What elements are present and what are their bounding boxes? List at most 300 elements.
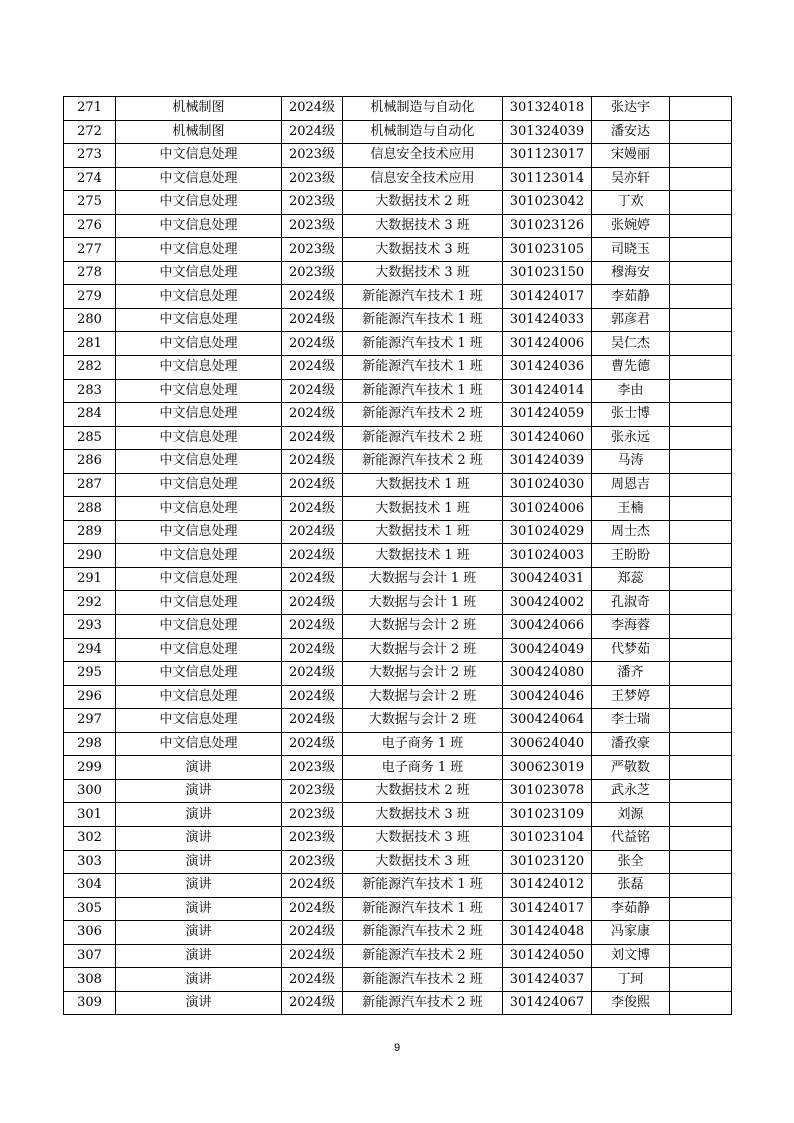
cell-course: 机械制图 — [116, 120, 282, 144]
cell-course: 中文信息处理 — [116, 191, 282, 215]
cell-remarks — [670, 332, 732, 356]
cell-remarks — [670, 261, 732, 285]
table-row — [64, 497, 732, 521]
cell-remarks — [670, 756, 732, 780]
cell-student-id: 301424059 — [503, 403, 592, 427]
cell-class: 大数据技术 2 班 — [343, 191, 503, 215]
cell-remarks — [670, 167, 732, 191]
cell-remarks — [670, 991, 732, 1015]
cell-number: 306 — [64, 921, 116, 945]
cell-student-id: 301324018 — [503, 97, 592, 121]
cell-student-id: 301023109 — [503, 803, 592, 827]
document-page — [63, 96, 731, 1015]
cell-name: 李海蓉 — [592, 615, 670, 639]
cell-number: 278 — [64, 261, 116, 285]
cell-class: 新能源汽车技术 2 班 — [343, 426, 503, 450]
cell-remarks — [670, 356, 732, 380]
cell-course: 中文信息处理 — [116, 732, 282, 756]
table-row — [64, 874, 732, 898]
cell-name: 周士杰 — [592, 520, 670, 544]
cell-number: 307 — [64, 944, 116, 968]
cell-student-id: 300623019 — [503, 756, 592, 780]
cell-class: 大数据技术 3 班 — [343, 214, 503, 238]
table-row — [64, 732, 732, 756]
cell-remarks — [670, 685, 732, 709]
table-row — [64, 332, 732, 356]
cell-name: 周恩吉 — [592, 473, 670, 497]
table-row — [64, 662, 732, 686]
cell-name: 刘文博 — [592, 944, 670, 968]
cell-grade: 2024级 — [282, 638, 343, 662]
cell-student-id: 301023042 — [503, 191, 592, 215]
cell-grade: 2024级 — [282, 473, 343, 497]
cell-number: 297 — [64, 709, 116, 733]
cell-class: 新能源汽车技术 2 班 — [343, 991, 503, 1015]
cell-student-id: 301024030 — [503, 473, 592, 497]
cell-student-id: 301424006 — [503, 332, 592, 356]
cell-student-id: 301424014 — [503, 379, 592, 403]
cell-student-id: 301424060 — [503, 426, 592, 450]
table-row — [64, 97, 732, 121]
cell-grade: 2023级 — [282, 144, 343, 168]
cell-course: 中文信息处理 — [116, 709, 282, 733]
cell-student-id: 300424046 — [503, 685, 592, 709]
cell-course: 中文信息处理 — [116, 544, 282, 568]
cell-remarks — [670, 120, 732, 144]
cell-name: 宋嫚丽 — [592, 144, 670, 168]
cell-remarks — [670, 567, 732, 591]
cell-grade: 2024级 — [282, 591, 343, 615]
table-row — [64, 356, 732, 380]
cell-number: 282 — [64, 356, 116, 380]
cell-remarks — [670, 850, 732, 874]
cell-grade: 2024级 — [282, 921, 343, 945]
cell-grade: 2024级 — [282, 120, 343, 144]
table-body — [64, 97, 732, 1015]
cell-number: 301 — [64, 803, 116, 827]
cell-class: 大数据与会计 1 班 — [343, 567, 503, 591]
cell-number: 272 — [64, 120, 116, 144]
cell-remarks — [670, 473, 732, 497]
cell-grade: 2024级 — [282, 520, 343, 544]
cell-student-id: 300424049 — [503, 638, 592, 662]
cell-course: 中文信息处理 — [116, 238, 282, 262]
cell-student-id: 301324039 — [503, 120, 592, 144]
cell-student-id: 301424017 — [503, 897, 592, 921]
cell-number: 277 — [64, 238, 116, 262]
cell-grade: 2024级 — [282, 285, 343, 309]
cell-student-id: 300624040 — [503, 732, 592, 756]
cell-class: 信息安全技术应用 — [343, 144, 503, 168]
cell-number: 286 — [64, 450, 116, 474]
cell-grade: 2023级 — [282, 779, 343, 803]
cell-number: 288 — [64, 497, 116, 521]
cell-class: 新能源汽车技术 1 班 — [343, 285, 503, 309]
cell-name: 严敬数 — [592, 756, 670, 780]
cell-name: 王梦婷 — [592, 685, 670, 709]
cell-number: 279 — [64, 285, 116, 309]
table-row — [64, 214, 732, 238]
cell-grade: 2023级 — [282, 238, 343, 262]
cell-number: 296 — [64, 685, 116, 709]
cell-number: 271 — [64, 97, 116, 121]
cell-course: 中文信息处理 — [116, 685, 282, 709]
cell-remarks — [670, 450, 732, 474]
table-row — [64, 921, 732, 945]
cell-name: 张婉婷 — [592, 214, 670, 238]
cell-remarks — [670, 897, 732, 921]
cell-class: 大数据技术 3 班 — [343, 238, 503, 262]
cell-grade: 2023级 — [282, 850, 343, 874]
table-row — [64, 473, 732, 497]
table-row — [64, 756, 732, 780]
cell-student-id: 301424012 — [503, 874, 592, 898]
cell-course: 演讲 — [116, 991, 282, 1015]
cell-number: 293 — [64, 615, 116, 639]
cell-number: 309 — [64, 991, 116, 1015]
cell-grade: 2024级 — [282, 662, 343, 686]
cell-name: 郭彦君 — [592, 308, 670, 332]
cell-course: 中文信息处理 — [116, 308, 282, 332]
cell-student-id: 300424002 — [503, 591, 592, 615]
cell-course: 演讲 — [116, 850, 282, 874]
cell-remarks — [670, 638, 732, 662]
cell-number: 292 — [64, 591, 116, 615]
cell-name: 冯家康 — [592, 921, 670, 945]
cell-grade: 2024级 — [282, 709, 343, 733]
cell-grade: 2024级 — [282, 944, 343, 968]
cell-class: 大数据技术 1 班 — [343, 544, 503, 568]
cell-remarks — [670, 591, 732, 615]
cell-class: 大数据与会计 2 班 — [343, 638, 503, 662]
cell-class: 新能源汽车技术 2 班 — [343, 403, 503, 427]
cell-class: 电子商务 1 班 — [343, 756, 503, 780]
cell-class: 大数据技术 3 班 — [343, 803, 503, 827]
cell-grade: 2024级 — [282, 497, 343, 521]
cell-remarks — [670, 921, 732, 945]
table-row — [64, 144, 732, 168]
cell-student-id: 301424036 — [503, 356, 592, 380]
cell-student-id: 300424066 — [503, 615, 592, 639]
cell-grade: 2024级 — [282, 615, 343, 639]
cell-grade: 2023级 — [282, 261, 343, 285]
cell-name: 代梦茹 — [592, 638, 670, 662]
cell-student-id: 301424050 — [503, 944, 592, 968]
cell-grade: 2024级 — [282, 332, 343, 356]
cell-name: 张达宇 — [592, 97, 670, 121]
cell-grade: 2024级 — [282, 426, 343, 450]
cell-class: 大数据与会计 2 班 — [343, 662, 503, 686]
cell-remarks — [670, 709, 732, 733]
table-row — [64, 567, 732, 591]
cell-number: 276 — [64, 214, 116, 238]
cell-name: 丁欢 — [592, 191, 670, 215]
cell-remarks — [670, 308, 732, 332]
cell-course: 演讲 — [116, 968, 282, 992]
cell-grade: 2023级 — [282, 214, 343, 238]
cell-class: 新能源汽车技术 2 班 — [343, 921, 503, 945]
cell-name: 穆海安 — [592, 261, 670, 285]
cell-course: 中文信息处理 — [116, 167, 282, 191]
cell-number: 289 — [64, 520, 116, 544]
cell-number: 298 — [64, 732, 116, 756]
table-row — [64, 261, 732, 285]
table-row — [64, 803, 732, 827]
cell-student-id: 301024029 — [503, 520, 592, 544]
cell-remarks — [670, 732, 732, 756]
cell-number: 280 — [64, 308, 116, 332]
cell-name: 马涛 — [592, 450, 670, 474]
cell-course: 机械制图 — [116, 97, 282, 121]
cell-name: 武永芝 — [592, 779, 670, 803]
cell-name: 丁珂 — [592, 968, 670, 992]
cell-number: 294 — [64, 638, 116, 662]
cell-course: 中文信息处理 — [116, 144, 282, 168]
cell-course: 中文信息处理 — [116, 450, 282, 474]
cell-course: 演讲 — [116, 897, 282, 921]
cell-name: 司晓玉 — [592, 238, 670, 262]
cell-student-id: 301424048 — [503, 921, 592, 945]
cell-course: 中文信息处理 — [116, 591, 282, 615]
table-row — [64, 379, 732, 403]
cell-course: 演讲 — [116, 779, 282, 803]
cell-student-id: 301424033 — [503, 308, 592, 332]
cell-class: 新能源汽车技术 1 班 — [343, 379, 503, 403]
cell-grade: 2024级 — [282, 685, 343, 709]
cell-student-id: 300424031 — [503, 567, 592, 591]
cell-remarks — [670, 944, 732, 968]
cell-student-id: 301023105 — [503, 238, 592, 262]
table-row — [64, 638, 732, 662]
cell-remarks — [670, 285, 732, 309]
cell-number: 302 — [64, 826, 116, 850]
cell-name: 潘齐 — [592, 662, 670, 686]
cell-student-id: 301424039 — [503, 450, 592, 474]
cell-grade: 2024级 — [282, 874, 343, 898]
table-row — [64, 191, 732, 215]
cell-course: 演讲 — [116, 826, 282, 850]
cell-course: 演讲 — [116, 874, 282, 898]
cell-remarks — [670, 874, 732, 898]
cell-course: 中文信息处理 — [116, 261, 282, 285]
cell-class: 大数据与会计 2 班 — [343, 709, 503, 733]
cell-grade: 2023级 — [282, 803, 343, 827]
cell-course: 中文信息处理 — [116, 426, 282, 450]
table-row — [64, 591, 732, 615]
cell-student-id: 301424067 — [503, 991, 592, 1015]
table-row — [64, 238, 732, 262]
cell-student-id: 301424037 — [503, 968, 592, 992]
cell-number: 305 — [64, 897, 116, 921]
cell-course: 中文信息处理 — [116, 497, 282, 521]
cell-name: 李俊熙 — [592, 991, 670, 1015]
cell-grade: 2024级 — [282, 450, 343, 474]
cell-course: 演讲 — [116, 921, 282, 945]
cell-student-id: 300424080 — [503, 662, 592, 686]
cell-name: 王盼盼 — [592, 544, 670, 568]
cell-course: 演讲 — [116, 803, 282, 827]
cell-class: 新能源汽车技术 2 班 — [343, 968, 503, 992]
cell-class: 大数据技术 3 班 — [343, 826, 503, 850]
table-row — [64, 544, 732, 568]
cell-course: 中文信息处理 — [116, 615, 282, 639]
cell-remarks — [670, 144, 732, 168]
cell-remarks — [670, 497, 732, 521]
cell-remarks — [670, 214, 732, 238]
cell-number: 284 — [64, 403, 116, 427]
cell-number: 275 — [64, 191, 116, 215]
cell-remarks — [670, 238, 732, 262]
cell-class: 新能源汽车技术 1 班 — [343, 332, 503, 356]
cell-remarks — [670, 426, 732, 450]
cell-number: 303 — [64, 850, 116, 874]
table-row — [64, 709, 732, 733]
student-roster-table — [63, 96, 732, 1015]
cell-class: 信息安全技术应用 — [343, 167, 503, 191]
cell-number: 287 — [64, 473, 116, 497]
cell-number: 285 — [64, 426, 116, 450]
cell-name: 李茹静 — [592, 285, 670, 309]
cell-remarks — [670, 379, 732, 403]
cell-class: 大数据与会计 2 班 — [343, 615, 503, 639]
cell-name: 潘孜豪 — [592, 732, 670, 756]
cell-name: 刘源 — [592, 803, 670, 827]
cell-course: 中文信息处理 — [116, 662, 282, 686]
cell-class: 新能源汽车技术 1 班 — [343, 874, 503, 898]
cell-name: 李士瑞 — [592, 709, 670, 733]
table-row — [64, 897, 732, 921]
cell-name: 孔淑奇 — [592, 591, 670, 615]
cell-remarks — [670, 803, 732, 827]
cell-grade: 2024级 — [282, 308, 343, 332]
cell-remarks — [670, 191, 732, 215]
cell-course: 中文信息处理 — [116, 214, 282, 238]
cell-class: 大数据技术 1 班 — [343, 473, 503, 497]
cell-remarks — [670, 520, 732, 544]
cell-class: 大数据技术 3 班 — [343, 261, 503, 285]
page-number: 9 — [393, 1042, 401, 1054]
cell-grade: 2024级 — [282, 732, 343, 756]
table-row — [64, 450, 732, 474]
cell-remarks — [670, 826, 732, 850]
cell-name: 张士博 — [592, 403, 670, 427]
table-row — [64, 520, 732, 544]
cell-class: 新能源汽车技术 2 班 — [343, 944, 503, 968]
table-row — [64, 779, 732, 803]
cell-course: 演讲 — [116, 944, 282, 968]
cell-number: 274 — [64, 167, 116, 191]
cell-remarks — [670, 97, 732, 121]
cell-number: 290 — [64, 544, 116, 568]
cell-class: 大数据与会计 1 班 — [343, 591, 503, 615]
cell-name: 代益铭 — [592, 826, 670, 850]
cell-number: 273 — [64, 144, 116, 168]
cell-grade: 2023级 — [282, 191, 343, 215]
table-row — [64, 426, 732, 450]
cell-name: 李由 — [592, 379, 670, 403]
cell-student-id: 301023104 — [503, 826, 592, 850]
cell-grade: 2024级 — [282, 968, 343, 992]
cell-class: 电子商务 1 班 — [343, 732, 503, 756]
cell-student-id: 301024006 — [503, 497, 592, 521]
cell-course: 中文信息处理 — [116, 520, 282, 544]
cell-grade: 2023级 — [282, 826, 343, 850]
cell-name: 吴仁杰 — [592, 332, 670, 356]
cell-name: 张永远 — [592, 426, 670, 450]
cell-course: 中文信息处理 — [116, 356, 282, 380]
cell-number: 299 — [64, 756, 116, 780]
cell-grade: 2024级 — [282, 991, 343, 1015]
cell-student-id: 301023120 — [503, 850, 592, 874]
cell-number: 308 — [64, 968, 116, 992]
cell-course: 中文信息处理 — [116, 567, 282, 591]
cell-course: 中文信息处理 — [116, 638, 282, 662]
cell-student-id: 301023078 — [503, 779, 592, 803]
cell-class: 机械制造与自动化 — [343, 120, 503, 144]
table-row — [64, 167, 732, 191]
cell-class: 新能源汽车技术 2 班 — [343, 450, 503, 474]
cell-remarks — [670, 403, 732, 427]
cell-grade: 2024级 — [282, 97, 343, 121]
cell-grade: 2024级 — [282, 544, 343, 568]
cell-number: 283 — [64, 379, 116, 403]
cell-grade: 2024级 — [282, 567, 343, 591]
cell-grade: 2024级 — [282, 379, 343, 403]
table-row — [64, 850, 732, 874]
cell-grade: 2023级 — [282, 167, 343, 191]
cell-class: 大数据技术 1 班 — [343, 497, 503, 521]
cell-number: 281 — [64, 332, 116, 356]
cell-student-id: 301424017 — [503, 285, 592, 309]
cell-student-id: 301023150 — [503, 261, 592, 285]
table-row — [64, 615, 732, 639]
cell-student-id: 300424064 — [503, 709, 592, 733]
cell-number: 304 — [64, 874, 116, 898]
table-row — [64, 120, 732, 144]
cell-remarks — [670, 662, 732, 686]
cell-course: 中文信息处理 — [116, 285, 282, 309]
table-row — [64, 308, 732, 332]
cell-student-id: 301023126 — [503, 214, 592, 238]
cell-class: 大数据技术 2 班 — [343, 779, 503, 803]
cell-name: 李茹静 — [592, 897, 670, 921]
table-row — [64, 403, 732, 427]
cell-course: 演讲 — [116, 756, 282, 780]
table-row — [64, 285, 732, 309]
cell-class: 新能源汽车技术 1 班 — [343, 356, 503, 380]
cell-grade: 2024级 — [282, 897, 343, 921]
cell-number: 291 — [64, 567, 116, 591]
cell-class: 新能源汽车技术 1 班 — [343, 897, 503, 921]
cell-class: 大数据与会计 2 班 — [343, 685, 503, 709]
table-row — [64, 944, 732, 968]
cell-course: 中文信息处理 — [116, 473, 282, 497]
table-row — [64, 685, 732, 709]
cell-course: 中文信息处理 — [116, 332, 282, 356]
cell-class: 大数据技术 3 班 — [343, 850, 503, 874]
cell-grade: 2023级 — [282, 756, 343, 780]
cell-remarks — [670, 544, 732, 568]
cell-remarks — [670, 615, 732, 639]
cell-student-id: 301024003 — [503, 544, 592, 568]
cell-name: 郑蕊 — [592, 567, 670, 591]
table-row — [64, 991, 732, 1015]
cell-name: 王楠 — [592, 497, 670, 521]
table-row — [64, 968, 732, 992]
cell-grade: 2024级 — [282, 356, 343, 380]
cell-class: 新能源汽车技术 1 班 — [343, 308, 503, 332]
cell-remarks — [670, 779, 732, 803]
